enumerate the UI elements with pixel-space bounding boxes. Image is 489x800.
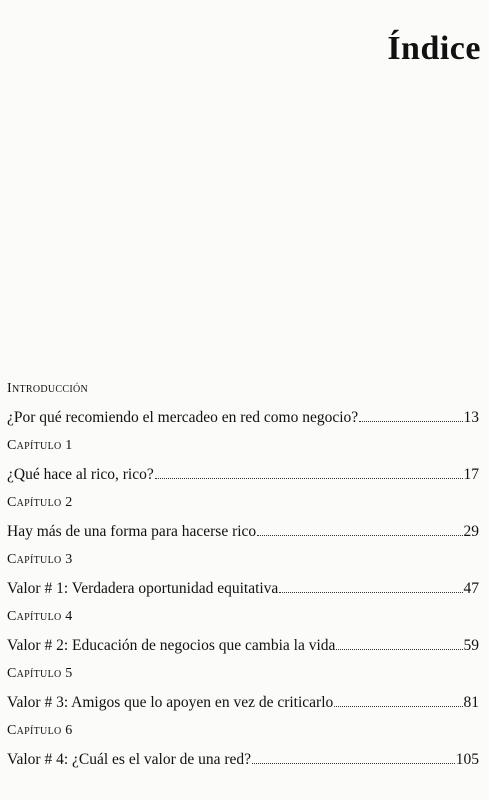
toc-entry-title: Valor # 4: ¿Cuál es el valor de una red? (7, 751, 252, 768)
toc-section-heading: Capítulo 5 (7, 666, 73, 681)
toc-entry-page: 29 (463, 523, 479, 540)
toc-entry-page: 47 (463, 580, 479, 597)
toc-entry-title: ¿Qué hace al rico, rico? (7, 466, 154, 483)
toc-entry (7, 576, 479, 601)
toc-entry (7, 690, 479, 715)
dot-leader (155, 478, 463, 479)
toc-section-heading: Capítulo 1 (7, 438, 73, 453)
toc-entry-title: Valor # 2: Educación de negocios que cambia la vida (7, 637, 336, 654)
dot-leader (336, 649, 462, 650)
toc-section-heading: Capítulo 2 (7, 495, 73, 510)
toc-entry-page: 17 (463, 466, 479, 483)
toc-entry-page: 105 (455, 751, 479, 768)
table-of-contents (7, 378, 479, 777)
toc-section-heading: Capítulo 6 (7, 723, 73, 738)
dot-leader (257, 535, 462, 536)
toc-entry-page: 59 (463, 637, 479, 654)
toc-entry (7, 462, 479, 487)
toc-entry-title: Valor # 1: Verdadera oportunidad equitativa (7, 580, 279, 597)
toc-entry-page: 13 (463, 409, 479, 426)
toc-entry (7, 405, 479, 430)
toc-entry-page: 81 (463, 694, 479, 711)
page-title: Índice (387, 30, 481, 67)
toc-entry (7, 633, 479, 658)
toc-entry-title: Hay más de una forma para hacerse rico (7, 523, 257, 540)
toc-entry-title: ¿Por qué recomiendo el mercadeo en red como negocio? (7, 409, 359, 426)
toc-entry-title: Valor # 3: Amigos que lo apoyen en vez de criticarlo (7, 694, 334, 711)
toc-entry (7, 519, 479, 544)
toc-section-heading: Capítulo 3 (7, 552, 73, 567)
toc-section-heading: Capítulo 4 (7, 609, 73, 624)
dot-leader (279, 592, 462, 593)
dot-leader (359, 421, 462, 422)
dot-leader (252, 763, 455, 764)
dot-leader (334, 706, 462, 707)
toc-entry (7, 747, 479, 772)
toc-section-heading: Introducción (7, 381, 89, 396)
